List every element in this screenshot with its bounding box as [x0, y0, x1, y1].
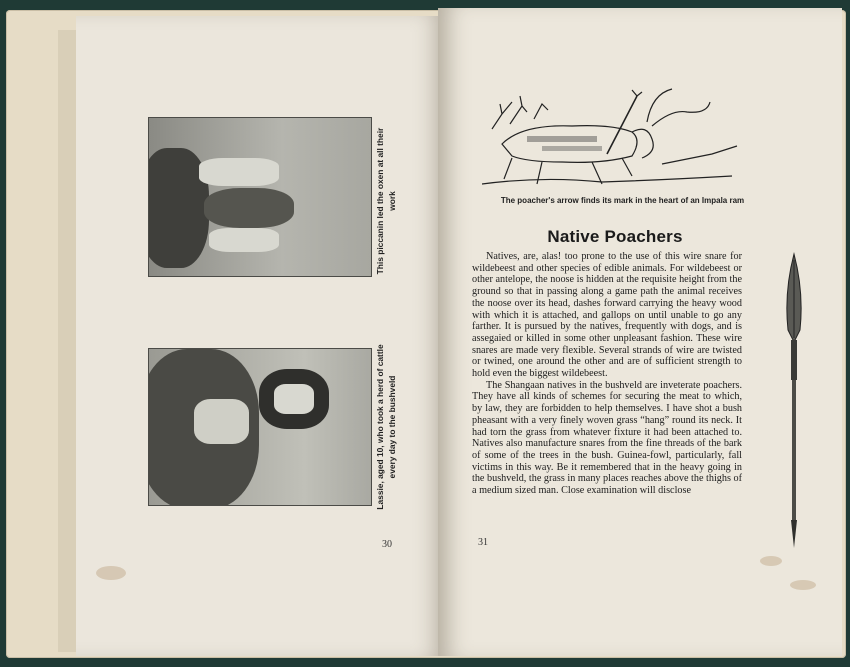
- photo-top-caption: This piccanin led the oxen at all their work: [375, 127, 397, 275]
- photo-girl-cattle: [148, 348, 372, 506]
- paragraph-2: The Shangaan natives in the bushveld are inveterate poachers. They have all kinds of schemes for securing the meat to which, by law, they are forbidden to help themselves. I have shot a bush pheasant with a very finely woven grass “hang” round its neck. It had torn the grass from whatever fixture it had been attached to. Natives also manufacture snares from the fine threads of the bark of some of the trees in the bush. Guinea-fowl, particularly, fall victims in this way. Be it remembered that in the heavy going in the bushveld, the grass in many places reaches above the thighs of a medium sized man. Close examination will disclose: [472, 379, 742, 497]
- foxing-stain-right-2: [790, 580, 816, 590]
- chapter-title: Native Poachers: [547, 227, 683, 246]
- page-number-right: 31: [478, 537, 488, 548]
- foxing-stain-right: [760, 556, 782, 566]
- body-text: [472, 251, 742, 497]
- paragraph-1: Natives, are, alas! too prone to the use of this wire snare for wildebeest and other species of edible animals. For wildebeest or other antelope, the noose is hidden at the requisite height from the ground so that in passing along a game path the animal receives the noose over its head, dashes forward carrying the heavy wood with which it is attached, and gallops on until unable to go any farther. It is pursued by the natives, frequently with dogs, and is assegaied or killed in some other unpleasant fashion. These wire snares are made very flexible. Several strands of wire are twisted or twined, one around the other and are of sufficient strength to hold even the biggest wildebeest.: [472, 251, 742, 380]
- foxing-stain: [96, 566, 126, 580]
- page-number-left: 30: [382, 539, 392, 550]
- photo-oxen: [148, 117, 372, 277]
- illustration-caption: The poacher's arrow finds its mark in the heart of an Impala ram: [500, 196, 745, 205]
- photo-bottom-caption: Lassie, aged 10, who took a herd of cattle every day to the bushveld: [375, 344, 397, 510]
- impala-illustration: [482, 84, 744, 192]
- spear-illustration: [780, 252, 808, 552]
- left-page: [76, 16, 444, 656]
